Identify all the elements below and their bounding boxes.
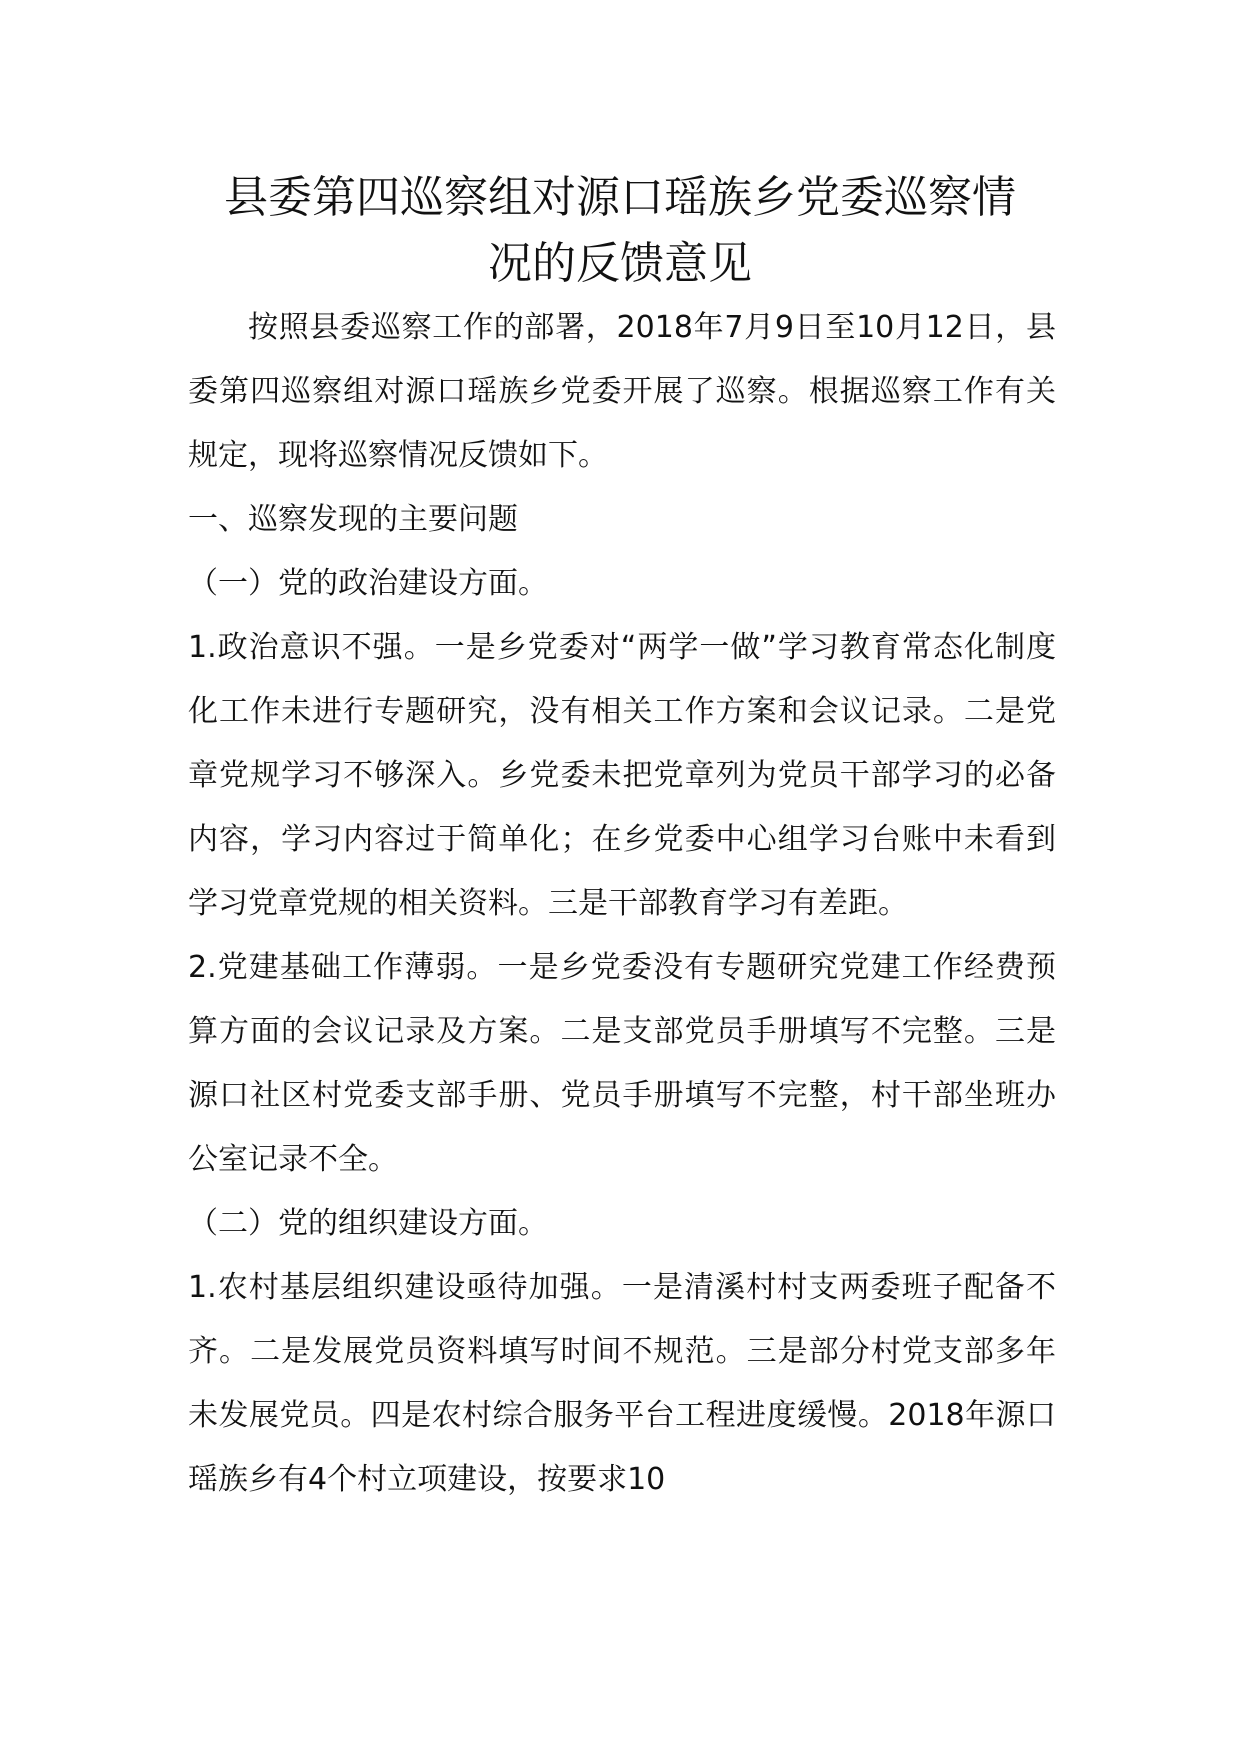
paragraph-party-building: 2.党建基础工作薄弱。一是乡党委没有专题研究党建工作经费预算方面的会议记录及方案。二是支部党员手册填写不完整。三是源口社区村党委支部手册、党员手册填写不完整，村干部坐班办公室记录不全。	[188, 950, 1056, 1177]
document-title	[150, 165, 1090, 297]
subsection-heading-2: （二）党的组织建设方面。	[188, 1206, 548, 1241]
title-line-1: 县委第四巡察组对源口瑶族乡党委巡察情	[224, 172, 1016, 223]
intro-paragraph: 按照县委巡察工作的部署，2018年7月9日至10月12日，县委第四巡察组对源口瑶族乡党委开展了巡察。根据巡察工作有关规定，现将巡察情况反馈如下。	[188, 310, 1056, 473]
paragraph-rural-organization: 1.农村基层组织建设亟待加强。一是清溪村村支两委班子配备不齐。二是发展党员资料填写时间不规范。三是部分村党支部多年未发展党员。四是农村综合服务平台工程进度缓慢。2018年源口瑶族乡有4个村立项建设，按要求10	[188, 1270, 1056, 1497]
subsection-heading-1: （一）党的政治建设方面。	[188, 566, 548, 601]
document-body	[188, 296, 1056, 1512]
title-line-2: 况的反馈意见	[488, 238, 752, 289]
paragraph-political-awareness: 1.政治意识不强。一是乡党委对“两学一做”学习教育常态化制度化工作未进行专题研究，没有相关工作方案和会议记录。二是党章党规学习不够深入。乡党委未把党章列为党员干部学习的必备内容，学习内容过于简单化；在乡党委中心组学习台账中未看到学习党章党规的相关资料。三是干部教育学习有差距。	[188, 630, 1056, 921]
section-heading-1: 一、巡察发现的主要问题	[188, 502, 518, 537]
